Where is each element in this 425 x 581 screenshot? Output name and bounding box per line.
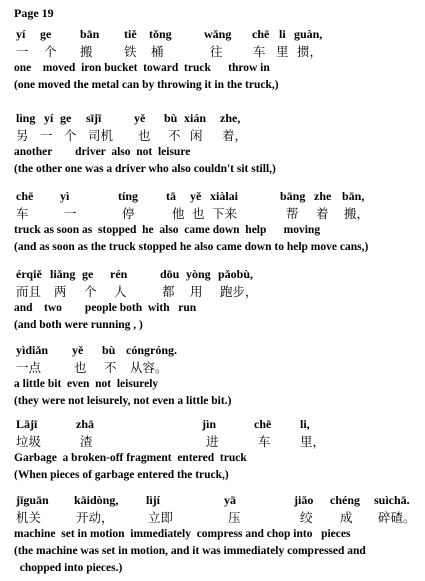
pinyin-word: yě xyxy=(190,189,202,203)
hanzi-word: 都 xyxy=(162,284,175,299)
hanzi-word: 机关 xyxy=(16,510,42,525)
pinyin-word: tíng xyxy=(118,189,139,203)
gloss-line: one moved iron bucket toward truck throw in xyxy=(14,62,270,74)
hanzi-word: 一 xyxy=(16,44,29,59)
pinyin-word: bù xyxy=(164,111,178,125)
hanzi-word: 帮 xyxy=(286,206,299,221)
pinyin-word: tā xyxy=(166,189,176,203)
pinyin-word: suìchā. xyxy=(374,493,410,507)
hanzi-word: 掼， xyxy=(297,44,323,59)
hanzi-word: 搬， xyxy=(344,206,370,221)
hanzi-line xyxy=(14,43,422,60)
hanzi-word: 也 xyxy=(74,360,87,375)
hanzi-word: 一 xyxy=(40,128,53,143)
pinyin-line xyxy=(14,26,422,43)
sentence-block-4 xyxy=(14,266,422,334)
translation-line: (the machine was set in motion, and it was immediately compressed and xyxy=(14,545,366,557)
pinyin-word: wǎng xyxy=(204,27,232,41)
sentence-block-5 xyxy=(14,342,422,410)
gloss-line: Garbage a broken-off fragment entered truck xyxy=(14,452,247,464)
pinyin-line xyxy=(14,110,422,127)
hanzi-word: 往 xyxy=(210,44,223,59)
hanzi-word: 着， xyxy=(222,128,248,143)
hanzi-word: 不 xyxy=(104,360,117,375)
translation-line: (they were not leisurely, not even a little bit.) xyxy=(14,395,232,407)
page-number: Page 19 xyxy=(14,6,54,20)
hanzi-line xyxy=(14,359,422,376)
pinyin-word: yí xyxy=(16,27,26,41)
sentence-block-2 xyxy=(14,110,422,178)
translation-line: (and as soon as the truck stopped he also came down to help move cans,) xyxy=(14,241,369,253)
hanzi-word: 铁 xyxy=(124,44,137,59)
pinyin-word: yě xyxy=(72,343,84,357)
pinyin-word: tiě xyxy=(124,27,137,41)
gloss-line: another driver also not leisure xyxy=(14,146,191,158)
hanzi-word: 一点 xyxy=(16,360,42,375)
pinyin-word: yòng xyxy=(186,267,211,281)
pinyin-word: jìn xyxy=(202,417,217,431)
hanzi-word: 司机 xyxy=(88,128,114,143)
hanzi-word: 碎碴。 xyxy=(378,510,416,525)
pinyin-word: chē xyxy=(16,189,34,203)
pinyin-word: sījī xyxy=(86,111,102,125)
pinyin-word: zhā xyxy=(76,417,94,431)
pinyin-line xyxy=(14,342,422,359)
hanzi-word: 个 xyxy=(44,44,57,59)
pinyin-word: chē xyxy=(254,417,272,431)
pinyin-word: bān, xyxy=(342,189,365,203)
translation-line: (When pieces of garbage entered the truck,) xyxy=(14,469,229,481)
hanzi-word: 不 xyxy=(168,128,181,143)
pinyin-word: chē xyxy=(252,27,270,41)
hanzi-word: 闲 xyxy=(190,128,203,143)
hanzi-word: 压 xyxy=(228,510,241,525)
hanzi-line xyxy=(14,127,422,144)
pinyin-word: li xyxy=(279,27,286,41)
hanzi-word: 开动， xyxy=(76,510,114,525)
hanzi-word: 进 xyxy=(206,434,219,449)
pinyin-word: kāidòng, xyxy=(74,493,119,507)
pinyin-word: xiàlai xyxy=(210,189,239,203)
hanzi-word: 绞 xyxy=(300,510,313,525)
pinyin-word: jīguān xyxy=(16,493,49,507)
gloss-line: machine set in motion immediately compress and chop into pieces xyxy=(14,528,351,540)
pinyin-word: yí xyxy=(44,111,54,125)
pinyin-word: li, xyxy=(300,417,310,431)
hanzi-word: 桶 xyxy=(151,44,164,59)
pinyin-word: yā xyxy=(224,493,236,507)
hanzi-word: 也 xyxy=(138,128,151,143)
pinyin-word: zhe xyxy=(314,189,332,203)
hanzi-word: 而且 xyxy=(16,284,42,299)
pinyin-word: yì xyxy=(60,189,70,203)
pinyin-line xyxy=(14,492,422,509)
pinyin-word: chéng xyxy=(330,493,360,507)
pinyin-word: dōu xyxy=(160,267,180,281)
gloss-line: truck as soon as stopped he also came down help moving xyxy=(14,224,321,236)
sentence-block-7 xyxy=(14,492,422,577)
hanzi-word: 成 xyxy=(340,510,353,525)
hanzi-word: 跑步， xyxy=(220,284,258,299)
hanzi-word: 里， xyxy=(300,434,326,449)
hanzi-word: 里 xyxy=(276,44,289,59)
pinyin-word: lìjí xyxy=(146,493,160,507)
sentence-block-3 xyxy=(14,188,422,256)
hanzi-word: 车 xyxy=(258,434,271,449)
hanzi-word: 他 xyxy=(172,206,185,221)
pinyin-line xyxy=(14,188,422,205)
hanzi-word: 一 xyxy=(64,206,77,221)
pinyin-word: yìdiǎn xyxy=(16,343,49,357)
hanzi-line xyxy=(14,205,422,222)
hanzi-word: 着 xyxy=(316,206,329,221)
pinyin-word: guàn, xyxy=(294,27,323,41)
hanzi-word: 个 xyxy=(64,128,77,143)
pinyin-word: bān xyxy=(80,27,100,41)
hanzi-word: 车 xyxy=(16,206,29,221)
hanzi-word: 也 xyxy=(192,206,205,221)
pinyin-word: ge xyxy=(60,111,72,125)
translation-line: (the other one was a driver who also couldn't sit still,) xyxy=(14,163,276,175)
hanzi-word: 车 xyxy=(253,44,266,59)
pinyin-word: lìng xyxy=(16,111,36,125)
pinyin-word: yě xyxy=(134,111,146,125)
hanzi-word: 立即 xyxy=(148,510,174,525)
sentence-block-6 xyxy=(14,416,422,484)
pinyin-line xyxy=(14,416,422,433)
pinyin-line xyxy=(14,266,422,283)
pinyin-word: ge xyxy=(40,27,52,41)
pinyin-word: tǒng xyxy=(149,27,172,41)
hanzi-line xyxy=(14,509,422,526)
pinyin-word: bāng xyxy=(280,189,306,203)
translation-line: (and both were running , ) xyxy=(14,319,143,331)
pinyin-word: zhe, xyxy=(220,111,241,125)
hanzi-word: 个 xyxy=(84,284,97,299)
pinyin-word: ge xyxy=(82,267,94,281)
hanzi-word: 搬 xyxy=(80,44,93,59)
pinyin-word: pǎobù, xyxy=(218,267,254,281)
gloss-line: and two people both with run xyxy=(14,302,197,314)
pinyin-word: cóngróng. xyxy=(126,343,177,357)
pinyin-word: bù xyxy=(102,343,116,357)
pinyin-word: xián xyxy=(184,111,207,125)
hanzi-word: 下来 xyxy=(212,206,238,221)
sentence-block-1 xyxy=(14,26,422,94)
translation-line-cont: chopped into pieces.) xyxy=(14,562,123,574)
hanzi-word: 停 xyxy=(122,206,135,221)
gloss-line: a little bit even not leisurely xyxy=(14,378,159,390)
hanzi-word: 垃圾 xyxy=(16,434,42,449)
hanzi-word: 从容。 xyxy=(130,360,168,375)
pinyin-word: rén xyxy=(110,267,128,281)
hanzi-line xyxy=(14,433,422,450)
hanzi-word: 人 xyxy=(114,284,127,299)
hanzi-word: 另 xyxy=(16,128,29,143)
hanzi-word: 用 xyxy=(190,284,203,299)
hanzi-line xyxy=(14,283,422,300)
hanzi-word: 渣 xyxy=(80,434,93,449)
pinyin-word: Lājī xyxy=(16,417,38,431)
hanzi-word: 两 xyxy=(54,284,67,299)
pinyin-word: liǎng xyxy=(50,267,76,281)
translation-line: (one moved the metal can by throwing it in the truck,) xyxy=(14,79,279,91)
pinyin-word: érqiě xyxy=(16,267,42,281)
pinyin-word: jiǎo xyxy=(294,493,314,507)
